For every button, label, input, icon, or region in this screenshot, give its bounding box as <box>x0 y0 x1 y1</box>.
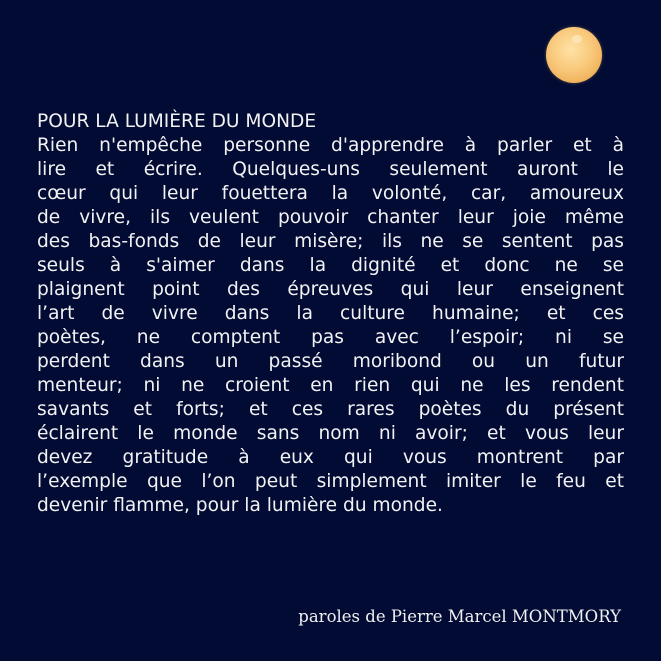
poem-line: l’art de vivre dans la culture humaine; et ces <box>37 303 624 324</box>
poem-line: de vivre, ils veulent pouvoir chanter leur joie même <box>37 207 624 228</box>
poem-line: devenir flamme, pour la lumière du monde. <box>37 495 443 516</box>
poem-line: menteur; ni ne croient en rien qui ne les rendent <box>37 375 624 396</box>
poem-line: devez gratitude à eux qui vous montrent par <box>37 447 624 468</box>
poem-line: plaignent point des épreuves qui leur enseignent <box>37 279 624 300</box>
moon-icon <box>546 27 602 83</box>
author-credit: paroles de Pierre Marcel MONTMORY <box>298 607 621 626</box>
poem <box>37 110 624 518</box>
poem-line: perdent dans un passé moribond ou un futur <box>37 351 624 372</box>
poem-line: lire et écrire. Quelques-uns seulement auront le <box>37 159 624 180</box>
poem-line: l’exemple que l’on peut simplement imiter le feu et <box>37 471 624 492</box>
poem-line: cœur qui leur fouettera la volonté, car, amoureux <box>37 183 624 204</box>
poem-line: poètes, ne comptent pas avec l’espoir; ni se <box>37 327 624 348</box>
poem-line: savants et forts; et ces rares poètes du présent <box>37 399 624 420</box>
poem-line: Rien n'empêche personne d'apprendre à parler et à <box>37 135 624 156</box>
poem-title: POUR LA LUMIÈRE DU MONDE <box>37 111 317 132</box>
poem-line: éclairent le monde sans nom ni avoir; et vous leur <box>37 423 624 444</box>
poem-line: seuls à s'aimer dans la dignité et donc ne se <box>37 255 624 276</box>
poem-line: des bas-fonds de leur misère; ils ne se sentent pas <box>37 231 624 252</box>
